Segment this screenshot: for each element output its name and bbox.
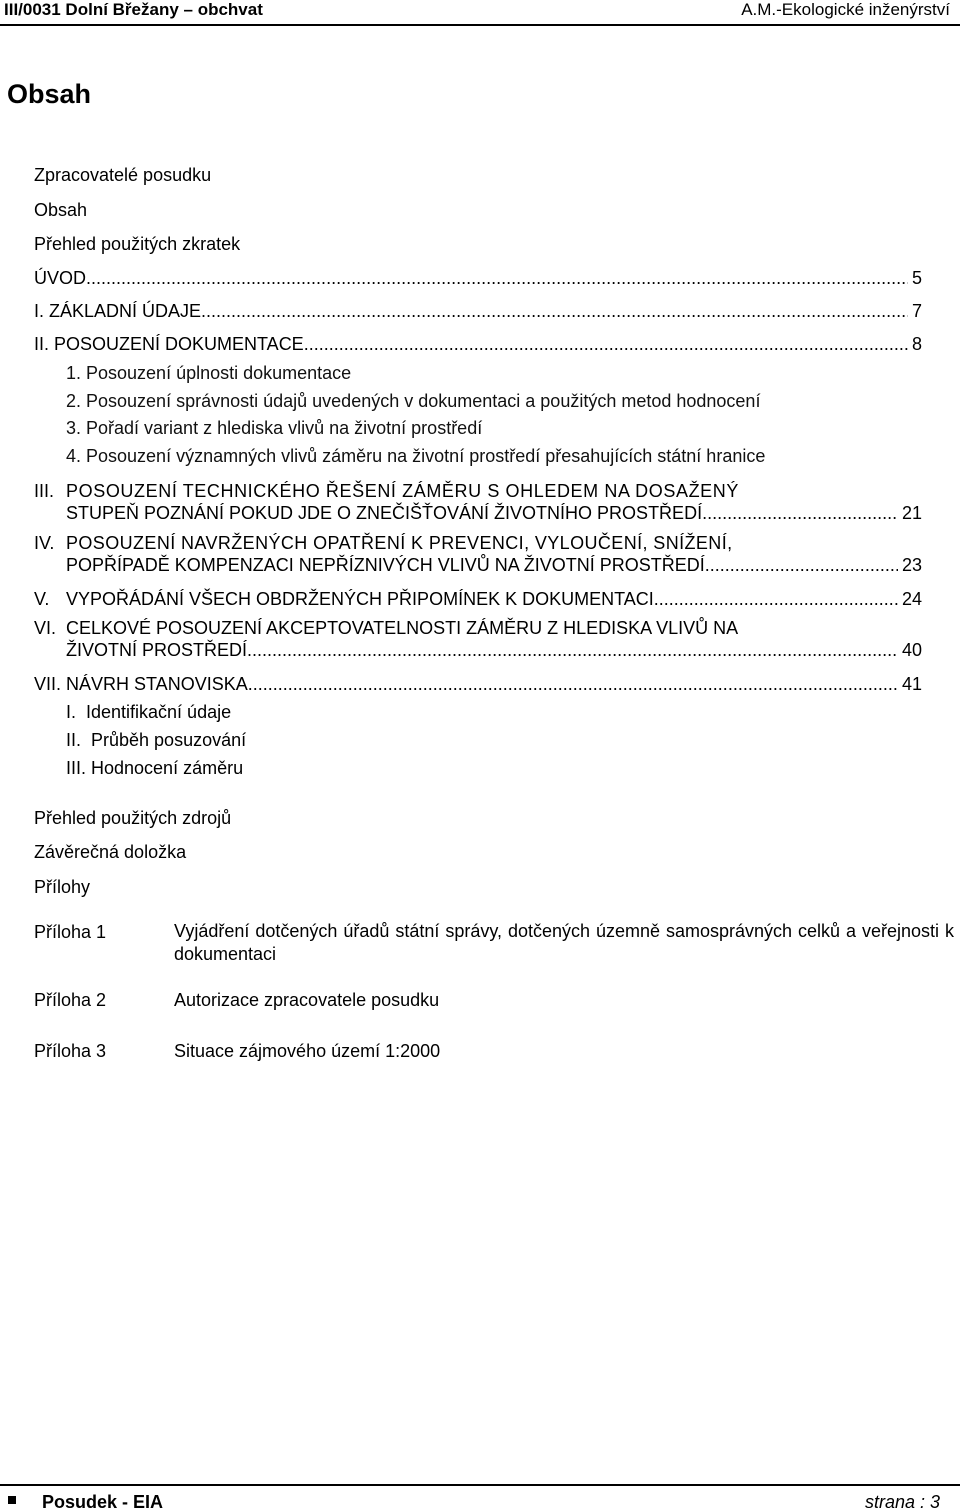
footer-document-type: Posudek - EIA (42, 1492, 164, 1512)
toc-item-prilohy[interactable]: Přílohy (34, 877, 91, 897)
toc-leader (702, 502, 898, 524)
toc-number: IV. (34, 533, 55, 553)
toc-text: ŽIVOTNÍ PROSTŘEDÍ (66, 640, 248, 660)
header-company: A.M.-Ekologické inženýrství (741, 0, 950, 19)
toc-item-zpracovatele[interactable]: Zpracovatelé posudku (34, 165, 212, 185)
toc-text: VYPOŘÁDÁNÍ VŠECH OBDRŽENÝCH PŘIPOMÍNEK K DOKUMENTACI (66, 589, 654, 609)
toc-text: ÚVOD (34, 268, 87, 288)
toc-text: II. POSOUZENÍ DOKUMENTACE (34, 334, 304, 354)
toc-item-posouzeni-dokumentace[interactable] (34, 333, 922, 355)
toc-leader (201, 300, 908, 322)
toc-page: 8 (911, 334, 922, 354)
toc-subitem-1[interactable]: 1. Posouzení úplnosti dokumentace (66, 363, 352, 383)
footer-page-number: strana : 3 (864, 1492, 940, 1512)
toc-leader (654, 588, 898, 610)
square-bullet-icon (8, 1496, 16, 1504)
appendix-text-2[interactable]: Autorizace zpracovatele posudku (174, 990, 440, 1010)
toc-page: 7 (911, 301, 922, 321)
appendix-label-3: Příloha 3 (34, 1041, 107, 1061)
toc-subitem-2[interactable]: 2. Posouzení správnosti údajů uvedených v dokumentaci a použitých metod hodnocení (66, 391, 761, 411)
page-title: Obsah (7, 79, 92, 109)
toc-text: CELKOVÉ POSOUZENÍ AKCEPTOVATELNOSTI ZÁMĚRU Z HLEDISKA VLIVŮ NA (66, 618, 739, 638)
footer-rule (0, 1484, 960, 1486)
toc-item-pripominky[interactable] (34, 588, 922, 610)
toc-page: 21 (901, 503, 922, 523)
toc-leader (248, 673, 898, 695)
toc-subitem-prubeh-posuzovani[interactable]: II. Průběh posuzování (66, 730, 247, 750)
toc-page: 40 (901, 640, 922, 660)
toc-item-dolozka[interactable]: Závěrečná doložka (34, 842, 187, 862)
toc-text: STUPEŇ POZNÁNÍ POKUD JDE O ZNEČIŠŤOVÁNÍ ŽIVOTNÍHO PROSTŘEDÍ (66, 503, 703, 523)
toc-leader (304, 333, 908, 355)
appendix-label-1: Příloha 1 (34, 922, 107, 942)
toc-item-zkratky[interactable]: Přehled použitých zkratek (34, 234, 241, 254)
toc-item-zakladni-udaje[interactable] (34, 300, 922, 322)
toc-item-zdroje[interactable]: Přehled použitých zdrojů (34, 808, 232, 828)
header-rule (0, 24, 960, 26)
appendix-text-1[interactable]: Vyjádření dotčených úřadů státní správy, dotčených územně samosprávných celků a veřejnosti k dokumentaci (174, 921, 954, 964)
toc-page: 24 (901, 589, 922, 609)
toc-item-navrh-stanoviska[interactable] (34, 673, 922, 695)
toc-subitem-4[interactable]: 4. Posouzení významných vlivů záměru na životní prostředí přesahujících státní hranice (66, 446, 766, 466)
toc-text: VII. NÁVRH STANOVISKA (34, 674, 248, 694)
toc-page: 41 (901, 674, 922, 694)
toc-subitem-identifikacni-udaje[interactable]: I. Identifikační údaje (66, 702, 232, 722)
toc-number: VI. (34, 618, 57, 638)
appendix-text-3[interactable]: Situace zájmového území 1:2000 (174, 1041, 441, 1061)
toc-item-uvod[interactable] (34, 267, 922, 289)
toc-text: POSOUZENÍ NAVRŽENÝCH OPATŘENÍ K PREVENCI, VYLOUČENÍ, SNÍŽENÍ, (66, 533, 733, 553)
toc-text: I. ZÁKLADNÍ ÚDAJE (34, 301, 202, 321)
toc-text: POSOUZENÍ TECHNICKÉHO ŘEŠENÍ ZÁMĚRU S OHLEDEM NA DOSAŽENÝ (66, 481, 739, 501)
toc-item-obsah[interactable]: Obsah (34, 200, 88, 220)
toc-item-technicke-reseni[interactable] (34, 480, 922, 524)
toc-subitem-hodnoceni-zameru[interactable]: III. Hodnocení záměru (66, 758, 244, 778)
header-project-title: III/0031 Dolní Břežany – obchvat (4, 0, 263, 19)
toc-subitem-3[interactable]: 3. Pořadí variant z hlediska vlivů na životní prostředí (66, 418, 483, 438)
toc-leader (705, 554, 898, 576)
toc-item-akceptovatelnost[interactable] (34, 617, 922, 661)
toc-text: POPŘÍPADĚ KOMPENZACI NEPŘÍZNIVÝCH VLIVŮ NA ŽIVOTNÍ PROSTŘEDÍ (66, 555, 705, 575)
toc-page: 5 (911, 268, 922, 288)
appendix-label-2: Příloha 2 (34, 990, 107, 1010)
toc-number: V. (34, 589, 50, 609)
toc-leader (247, 639, 898, 661)
toc-page: 23 (901, 555, 922, 575)
toc-number: III. (34, 481, 55, 501)
page-footer (0, 1470, 960, 1512)
toc-item-opatreni[interactable] (34, 532, 922, 576)
page-header (0, 0, 960, 24)
toc-leader (86, 267, 908, 289)
